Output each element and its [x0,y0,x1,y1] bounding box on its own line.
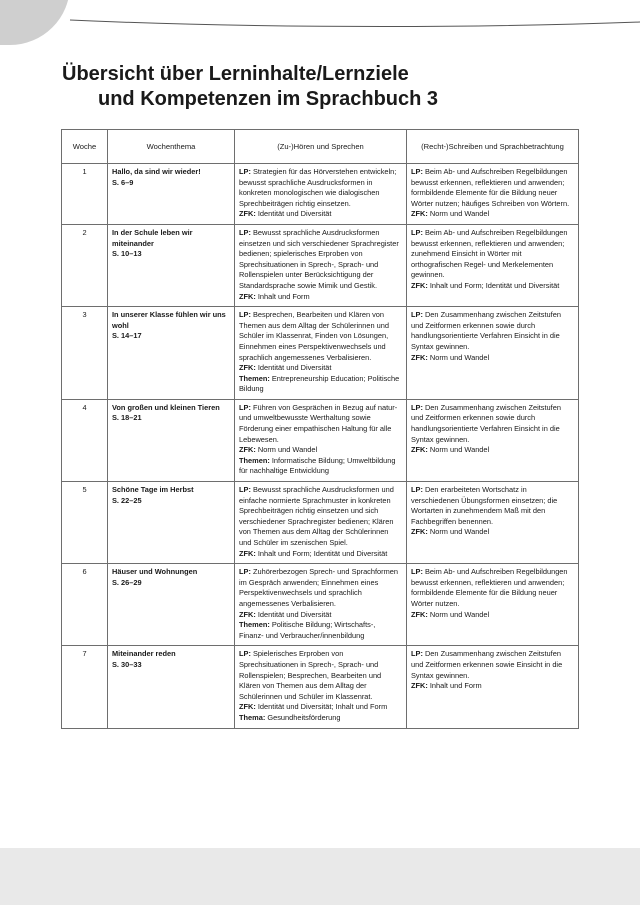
page-range: S. 26–29 [112,577,142,587]
competency-label: LP: [411,227,423,237]
competency-text: Norm und Wandel [427,609,490,619]
competency-text: Norm und Wandel [255,445,318,455]
week-topic-cell [108,482,235,564]
week-number: 7 [62,646,108,728]
column-header-woche: Woche [62,130,108,164]
table-row [62,399,579,481]
footer-band [0,848,640,905]
page-range: S. 6–9 [112,177,134,187]
competency-label: Themen: [239,455,270,465]
schreiben-sprachbetrachtung-cell [407,164,579,225]
competency-label: LP: [239,310,251,320]
competency-text: Identität und Diversität [255,609,332,619]
competency-text: Norm und Wandel [427,445,490,455]
competency-label: ZFK: [239,609,256,619]
competency-entry [239,567,402,609]
competency-label: ZFK: [239,363,256,373]
week-topic: In unserer Klasse fühlen wir uns wohl [112,310,226,330]
table-row [62,482,579,564]
competency-entry [239,702,402,713]
competency-label: ZFK: [239,445,256,455]
competency-entry [239,649,402,702]
week-number: 6 [62,564,108,646]
competency-label: LP: [411,167,423,176]
competency-label: ZFK: [411,527,428,537]
competency-text: Beim Ab- und Aufschreiben Regelbildungen bewusst erkennen, reflektieren und anwenden; formbildende Elemente für die Bildung neuer Wörter nutzen; häufiges Schreiben von Wörtern. [411,167,570,208]
competency-entry [411,445,574,456]
competency-entry [411,209,574,220]
competency-text: Identität und Diversität [255,363,332,373]
competency-label: Thema: [239,712,266,722]
page-range: S. 18–21 [112,413,142,423]
schreiben-sprachbetrachtung-cell [407,564,579,646]
competency-label: ZFK: [239,291,256,301]
curriculum-table [61,129,579,729]
schreiben-sprachbetrachtung-cell [407,307,579,400]
competency-label: ZFK: [411,445,428,455]
competency-text: Identität und Diversität [255,209,332,219]
competency-entry [239,456,402,477]
schreiben-sprachbetrachtung-cell [407,646,579,728]
competency-text: Spielerisches Erproben von Sprechsituationen in Sprech-, Sprach- und Rollenspielen; Besprechen, Bearbeiten und Klären von Themen aus dem Alltag der Schülerinnen und Schüler im Klassenrat. [239,649,382,701]
competency-label: LP: [411,310,423,320]
schreiben-sprachbetrachtung-cell [407,224,579,306]
competency-text: Den Zusammenhang zwischen Zeitstufen und Zeitformen erkennen sowie durch handlungsorientierte Verfahren Einsicht in die Syntax gewinnen. [411,402,561,444]
week-topic-cell [108,164,235,225]
week-topic: Von großen und kleinen Tieren [112,402,220,412]
competency-text: Identität und Diversität; Inhalt und Form [255,702,388,712]
competency-text: Politische Bildung; Wirtschafts-, Finanz- und Verbraucher/innenbildung [239,620,376,640]
competency-entry [411,353,574,364]
competency-text: Norm und Wandel [427,352,490,362]
competency-entry [239,620,402,641]
table-row [62,564,579,646]
week-topic: Häuser und Wohnungen [112,567,198,577]
week-number: 2 [62,224,108,306]
page-range: S. 14–17 [112,331,142,341]
schreiben-sprachbetrachtung-cell [407,482,579,564]
week-number: 4 [62,399,108,481]
competency-entry [239,209,402,220]
column-header-schreiben-sprachbetrachtung: (Recht-)Schreiben und Sprachbetrachtung [407,130,579,164]
competency-label: LP: [411,567,423,577]
competency-text: Den erarbeiteten Wortschatz in verschiedenen Übungsformen einsetzen; die Wortarten in zunehmendem Maß mit den Fachbegriffen benennen. [411,485,558,526]
competency-text: Den Zusammenhang zwischen Zeitstufen und Zeitformen erkennen sowie durch handlungsorientierte Verfahren Einsicht in die Syntax gewinnen. [411,310,561,351]
competency-label: ZFK: [411,681,428,691]
competency-label: LP: [239,485,251,495]
hoeren-sprechen-cell [235,164,407,225]
competency-entry [239,549,402,560]
competency-entry [239,713,402,724]
competency-text: Inhalt und Form [255,291,310,301]
competency-entry [411,610,574,621]
competency-entry [411,310,574,352]
competency-label: ZFK: [239,209,256,219]
header-curve [0,0,640,40]
competency-entry [411,649,574,681]
competency-entry [239,292,402,303]
competency-text: Inhalt und Form [427,681,482,691]
competency-label: ZFK: [411,352,428,362]
table-header-row [62,130,579,164]
competency-entry [239,403,402,445]
competency-label: ZFK: [411,209,428,219]
page-range: S. 30–33 [112,659,142,669]
competency-entry [239,374,402,395]
competency-label: LP: [411,402,423,412]
column-header-hoeren-sprechen: (Zu-)Hören und Sprechen [235,130,407,164]
competency-label: Themen: [239,373,270,383]
competency-label: LP: [239,567,251,577]
competency-text: Inhalt und Form; Identität und Diversität [427,280,560,290]
schreiben-sprachbetrachtung-cell [407,399,579,481]
week-number: 3 [62,307,108,400]
hoeren-sprechen-cell [235,482,407,564]
week-topic-cell [108,307,235,400]
competency-label: LP: [239,402,251,412]
page-title [62,62,438,112]
week-topic: Miteinander reden [112,649,176,659]
week-topic: Schöne Tage im Herbst [112,485,194,495]
competency-label: LP: [411,649,423,659]
competency-entry [239,485,402,549]
competency-text: Informatische Bildung; Umweltbildung für nachhaltige Entwicklung [239,455,396,476]
competency-label: ZFK: [239,702,256,712]
competency-text: Norm und Wandel [427,527,490,537]
page-range: S. 10–13 [112,249,142,259]
competency-label: ZFK: [411,609,428,619]
competency-entry [239,167,402,209]
competency-text: Entrepreneurship Education; Politische Bildung [239,373,400,394]
hoeren-sprechen-cell [235,307,407,400]
competency-text: Führen von Gesprächen in Bezug auf natur- und umweltbewusste Werthaltung sowie Förderung einer empathischen Haltung für alle Lebewesen. [239,402,398,444]
competency-entry [411,567,574,609]
competency-entry [411,527,574,538]
competency-entry [411,403,574,445]
competency-text: Norm und Wandel [427,209,490,219]
table-row [62,307,579,400]
competency-text: Beim Ab- und Aufschreiben Regelbildungen bewusst erkennen, reflektieren und anwenden; formbildende Elemente für die Bildung neuer Wörter nutzen. [411,567,568,608]
week-topic-cell [108,564,235,646]
competency-entry [239,363,402,374]
competency-text: Gesundheitsförderung [265,712,341,722]
week-number: 5 [62,482,108,564]
hoeren-sprechen-cell [235,564,407,646]
competency-entry [239,310,402,363]
competency-entry [411,681,574,692]
week-topic-cell [108,224,235,306]
competency-label: Themen: [239,620,270,630]
competency-text: Besprechen, Bearbeiten und Klären von Themen aus dem Alltag der Schülerinnen und Schüler im Klassenrat, Finden von Lösungen, Einnehmen eines Perspektivenwechsels und sprachlich angemessenes Verbalisieren. [239,310,389,362]
competency-entry [239,228,402,292]
hoeren-sprechen-cell [235,646,407,728]
week-number: 1 [62,164,108,225]
table-row [62,224,579,306]
competency-label: LP: [239,649,251,659]
competency-label: LP: [239,227,251,237]
table-row [62,646,579,728]
competency-text: Beim Ab- und Aufschreiben Regelbildungen bewusst erkennen, reflektieren und anwenden; zunehmend Einsicht in Wörter mit orthografischen Regel- und Merkelementen gewinnen. [411,227,568,280]
week-topic: In der Schule leben wir miteinander [112,227,193,248]
competency-entry [411,228,574,281]
hoeren-sprechen-cell [235,224,407,306]
competency-text: Strategien für das Hörverstehen entwickeln; bewusst sprachliche Ausdrucksformen in konkreten monologischen wie dialogischen Sprechbeiträgen richtig einsetzen. [239,167,397,208]
column-header-wochenthema: Wochenthema [108,130,235,164]
competency-entry [239,445,402,456]
competency-entry [239,610,402,621]
competency-text: Bewusst sprachliche Ausdrucksformen und einfache normierte Sprachmuster in konkreten Sprechbeiträgen richtig einsetzen und sich verschiedener Sprachregister bedienen; Klären von Themen aus dem Alltag der Schülerinnen und Schüler im szenischen Spiel. [239,485,394,547]
week-topic: Hallo, da sind wir wieder! [112,167,201,176]
competency-text: Bewusst sprachliche Ausdrucksformen einsetzen und sich verschiedener Sprachregister bedienen; spielerisches Erproben von Sprechsituationen in Sprech-, Sprach- und Rollenspielen unter Berücksichtigung der Standardsprache sowie Mimik und Gestik. [239,227,399,290]
hoeren-sprechen-cell [235,399,407,481]
competency-text: Den Zusammenhang zwischen Zeitstufen und Zeitformen erkennen sowie Einsicht in die Syntax gewinnen. [411,649,563,680]
competency-text: Inhalt und Form; Identität und Diversität [255,548,388,558]
competency-label: ZFK: [411,280,428,290]
competency-text: Zuhörerbezogen Sprech- und Sprachformen im Gespräch anwenden; Einnehmen eines Perspektivenwechsels und sprachlich angemessenes Verbalisieren. [239,567,398,608]
competency-label: ZFK: [239,548,256,558]
table-row [62,164,579,225]
competency-entry [411,485,574,527]
title-line-1: Übersicht über Lerninhalte/Lernziele [62,63,409,85]
week-topic-cell [108,399,235,481]
title-line-2: und Kompetenzen im Sprachbuch 3 [98,88,439,110]
competency-label: LP: [239,167,251,176]
competency-entry [411,167,574,209]
week-topic-cell [108,646,235,728]
competency-label: LP: [411,485,423,495]
page-range: S. 22–25 [112,495,142,505]
competency-entry [411,281,574,292]
